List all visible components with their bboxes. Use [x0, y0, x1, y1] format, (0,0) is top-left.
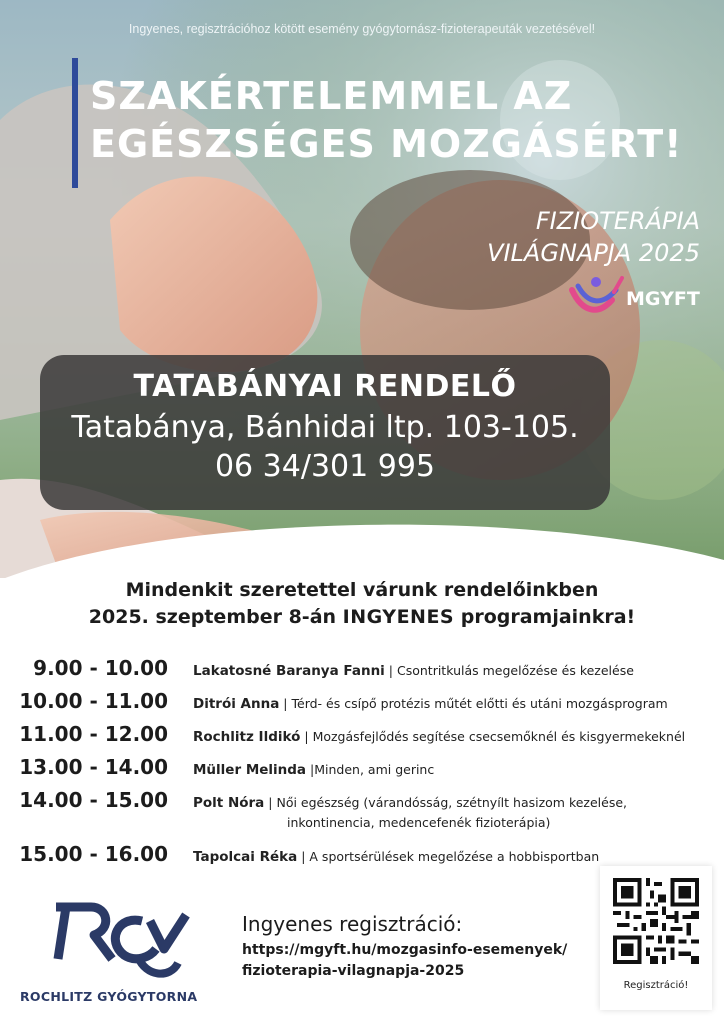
- session-topic: Mozgásfejlődés segítése csecsemőknél és kisgyermekeknél: [312, 729, 686, 744]
- schedule-desc: Ditrói Anna | Térd- és csípő protézis műtét előtti és utáni mozgásprogram: [193, 696, 668, 712]
- title-accent-bar: [72, 58, 78, 188]
- session-topic: Csontritkulás megelőzése és kezelése: [396, 663, 634, 678]
- brand-name: ROCHLITZ GYÓGYTORNA: [20, 989, 198, 1004]
- headline-line-2: EGÉSZSÉGES MOZGÁSÉRT!: [90, 122, 683, 166]
- rochlitz-logo: [18, 895, 208, 1005]
- presenter-name: Tapolcai Réka: [193, 849, 298, 865]
- mgyft-logo: [568, 272, 708, 322]
- schedule-row: [0, 689, 724, 719]
- event-line-1: FIZIOTERÁPIA: [535, 207, 700, 235]
- schedule-desc: Polt Nóra | Női egészség (várandósság, szétnyílt hasizom kezelése, inkontinencia, medencefenék fizioterápia): [193, 795, 628, 830]
- presenter-name: Polt Nóra: [193, 795, 265, 811]
- presenter-name: Müller Melinda: [193, 762, 307, 778]
- event-line-2: VILÁGNAPJA 2025: [487, 239, 700, 267]
- schedule-desc: Lakatosné Baranya Fanni | Csontritkulás megelőzése és kezelése: [193, 663, 634, 679]
- session-topic: Női egészség (várandósság, szétnyílt hasizom kezelése,: [276, 795, 628, 810]
- event-name: [487, 205, 700, 269]
- schedule-desc: Rochlitz Ildikó | Mozgásfejlődés segítése csecsemőknél és kisgyermekeknél: [193, 729, 686, 745]
- invitation-line-2: [0, 604, 724, 631]
- headline-line-1: SZAKÉRTELEMMEL AZ: [90, 74, 573, 118]
- session-topic: Térd- és csípő protézis műtét előtti és utáni mozgásprogram: [291, 696, 668, 711]
- registration-info: [242, 912, 567, 982]
- rochlitz-logo-icon: [46, 897, 196, 987]
- registration-url-line-2: fizioterapia-vilagnapja-2025: [242, 963, 465, 979]
- schedule-row: [0, 788, 724, 838]
- schedule-row: [0, 755, 724, 785]
- qr-code-icon: [613, 878, 699, 964]
- invitation-date: 2025. szeptember 8-án: [88, 606, 343, 628]
- session-topic: A sportsérülések megelőzése a hobbisportban: [309, 849, 600, 864]
- registration-heading: Ingyenes regisztráció:: [242, 912, 463, 936]
- schedule-time: 10.00 - 11.00: [19, 689, 168, 713]
- clinic-name: TATABÁNYAI RENDELŐ: [133, 369, 517, 404]
- schedule-time: 9.00 - 10.00: [33, 656, 168, 680]
- invitation-programs: programjainkra!: [454, 606, 636, 628]
- schedule-row: [0, 722, 724, 752]
- headline: [90, 72, 683, 168]
- presenter-name: Rochlitz Ildikó: [193, 729, 301, 745]
- presenter-name: Lakatosné Baranya Fanni: [193, 663, 385, 679]
- qr-code-card[interactable]: [600, 866, 712, 1010]
- schedule-desc: Tapolcai Réka | A sportsérülések megelőzése a hobbisportban: [193, 849, 600, 865]
- invitation-line-1: Mindenkit szeretettel várunk rendelőinkben: [125, 579, 599, 601]
- schedule-row: [0, 656, 724, 686]
- header-note: Ingyenes, regisztrációhoz kötött esemény gyógytornász-fizioterapeuták vezetésével!: [128, 22, 596, 36]
- curve-divider: [0, 500, 724, 580]
- schedule-desc: Müller Melinda |Minden, ami gerinc: [193, 762, 435, 778]
- registration-url[interactable]: [242, 940, 567, 982]
- schedule-time: 15.00 - 16.00: [19, 842, 168, 866]
- clinic-phone: 06 34/301 995: [214, 449, 436, 484]
- schedule-time: 13.00 - 14.00: [19, 755, 168, 779]
- mgyft-logo-icon: [568, 272, 628, 322]
- invitation-text: [0, 577, 724, 631]
- presenter-name: Ditrói Anna: [193, 696, 280, 712]
- schedule-time: 14.00 - 15.00: [19, 788, 168, 812]
- session-topic-continued: inkontinencia, medencefenék fizioterápia): [287, 815, 551, 830]
- clinic-address: Tatabánya, Bánhidai ltp. 103-105.: [71, 410, 579, 445]
- schedule-time: 11.00 - 12.00: [19, 722, 168, 746]
- invitation-free: INGYENES: [342, 606, 455, 628]
- mgyft-logo-text: MGYFT: [626, 288, 700, 310]
- clinic-info-box: [40, 355, 610, 510]
- registration-url-line-1: https://mgyft.hu/mozgasinfo-esemenyek/: [242, 942, 568, 958]
- session-topic: Minden, ami gerinc: [314, 762, 435, 777]
- qr-caption: Regisztráció!: [623, 980, 689, 991]
